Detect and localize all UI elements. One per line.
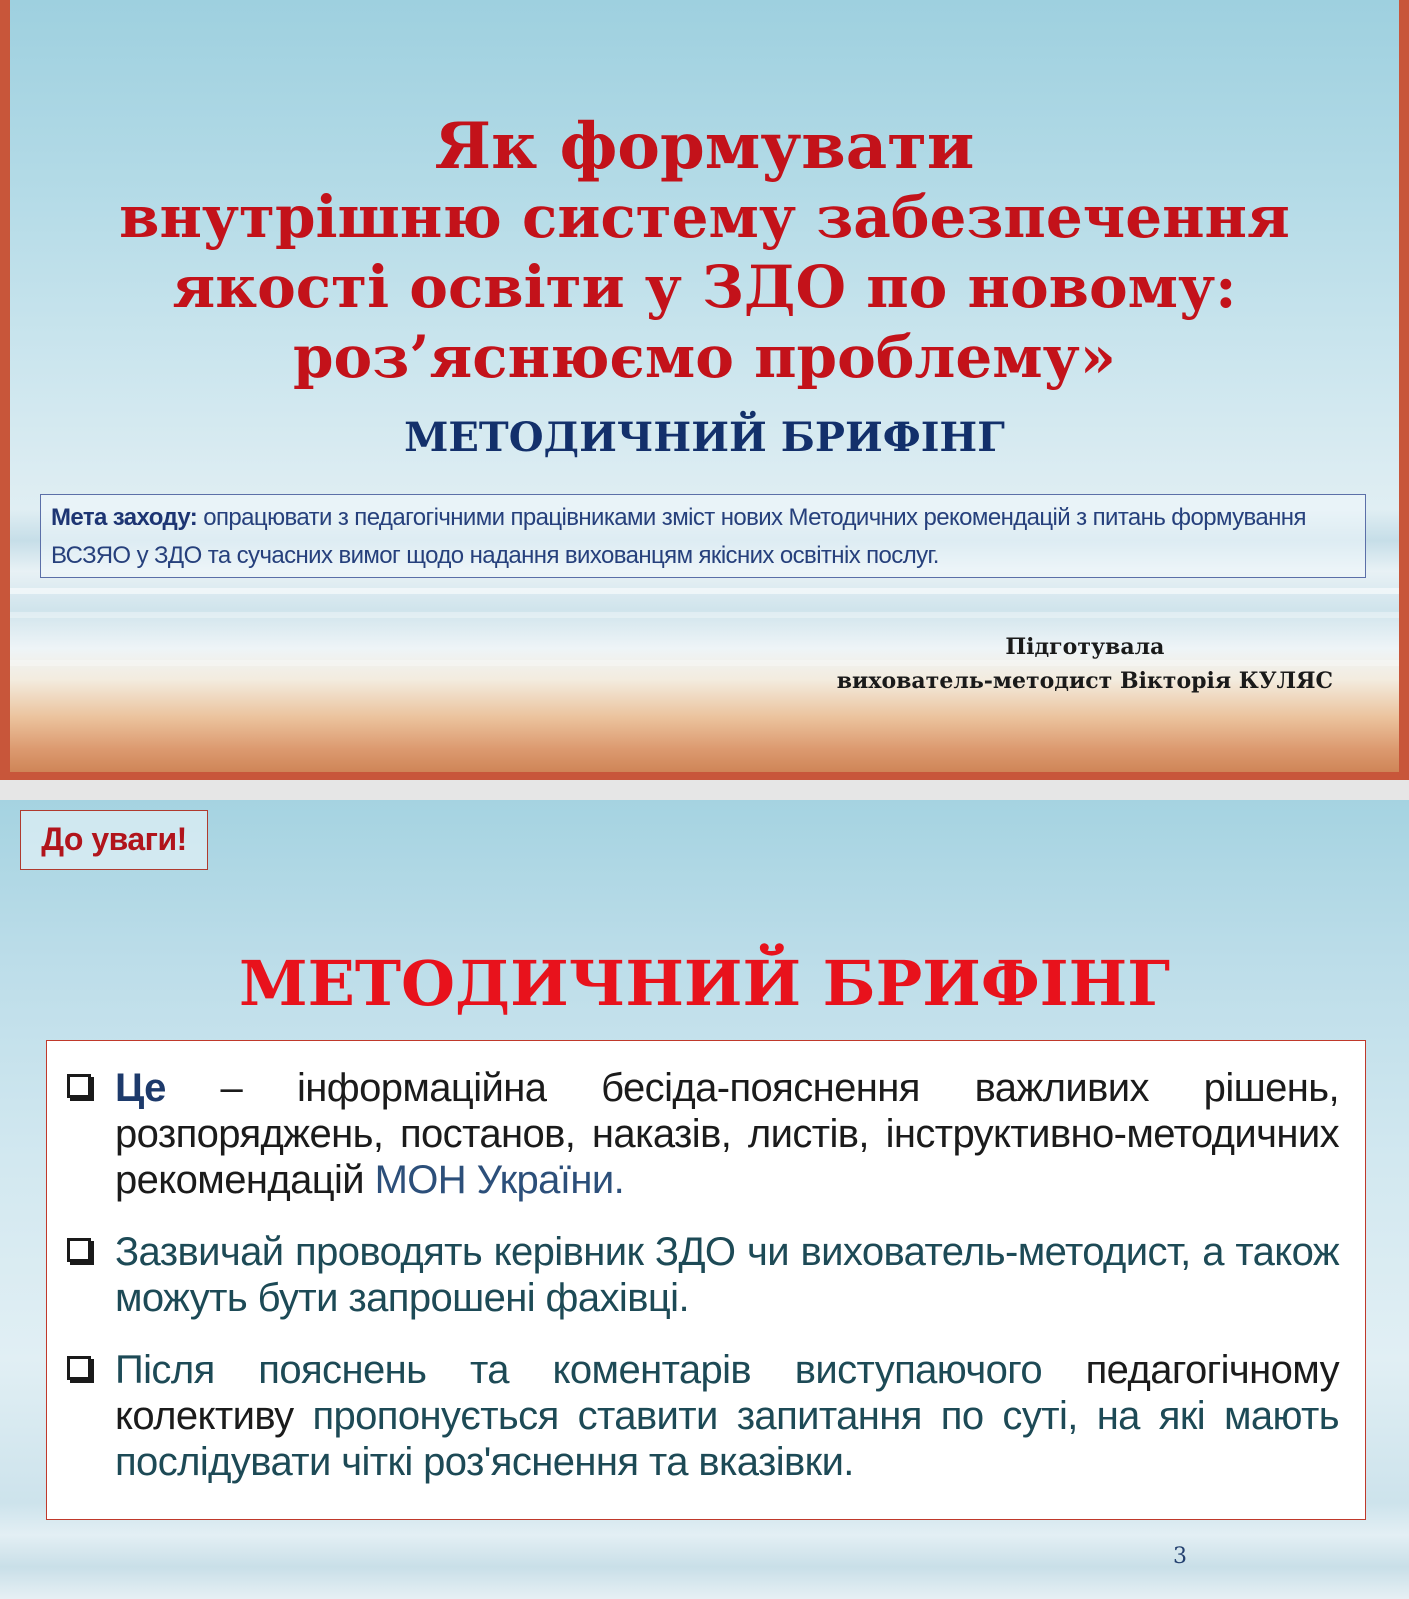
title-line: внутрішню систему забезпечення bbox=[119, 183, 1290, 251]
bullet-text: пропонується ставити запитання по суті, на які мають послідувати чіткі роз'яснення та вказівки. bbox=[115, 1394, 1339, 1484]
goal-text: опрацювати з педагогічними працівниками зміст нових Методичних рекомендацій з питань формування ВСЗЯО у ЗДО та сучасних вимог щодо надання вихованцям якісних освітніх послуг. bbox=[51, 504, 1306, 569]
notice-badge: До уваги! bbox=[20, 810, 208, 870]
title-line: якості освіти у ЗДО по новому: bbox=[172, 253, 1237, 321]
author-line: Підготувала bbox=[1005, 634, 1165, 660]
content-box bbox=[46, 1040, 1366, 1520]
decorative-streak bbox=[10, 612, 1399, 618]
bullet-text: Після пояснень та коментарів виступаючого bbox=[115, 1348, 1086, 1392]
page-number: 3 bbox=[1173, 1544, 1187, 1569]
title-slide-background bbox=[10, 0, 1399, 772]
title-slide bbox=[0, 0, 1409, 780]
bullet-text: педагогічному колективу bbox=[115, 1348, 1339, 1438]
checkbox-bullet-icon bbox=[67, 1074, 91, 1098]
checkbox-bullet-icon bbox=[67, 1238, 91, 1262]
decorative-streak bbox=[10, 588, 1399, 594]
goal-label: Мета заходу: bbox=[51, 504, 198, 531]
bullet-lead: Це bbox=[115, 1066, 166, 1110]
title-line: роз’яснюємо проблему» bbox=[292, 323, 1117, 391]
bullet-tail: МОН України. bbox=[374, 1158, 625, 1202]
presentation-subtitle: МЕТОДИЧНИЙ БРИФІНГ bbox=[404, 414, 1005, 461]
bullet-text: – інформаційна бесіда-пояснення важливих рішень, розпоряджень, постанов, наказів, листів, інструктивно-методичних рекомендацій bbox=[115, 1066, 1339, 1202]
bullet-item bbox=[67, 1065, 1339, 1203]
bullet-item bbox=[67, 1347, 1339, 1485]
goal-box bbox=[40, 494, 1366, 578]
bullet-item bbox=[67, 1229, 1339, 1321]
author-line: вихователь-методист Вікторія КУЛЯС bbox=[836, 668, 1333, 694]
bullet-text: Зазвичай проводять керівник ЗДО чи вихователь-методист, а також можуть бути запрошені фахівці. bbox=[115, 1230, 1339, 1320]
presentation-title bbox=[10, 109, 1399, 392]
author-credit bbox=[837, 630, 1333, 698]
checkbox-bullet-icon bbox=[67, 1356, 91, 1380]
content-slide bbox=[0, 800, 1409, 1599]
slide-title: МЕТОДИЧНИЙ БРИФІНГ bbox=[238, 947, 1171, 1020]
title-line: Як формувати bbox=[434, 109, 975, 184]
